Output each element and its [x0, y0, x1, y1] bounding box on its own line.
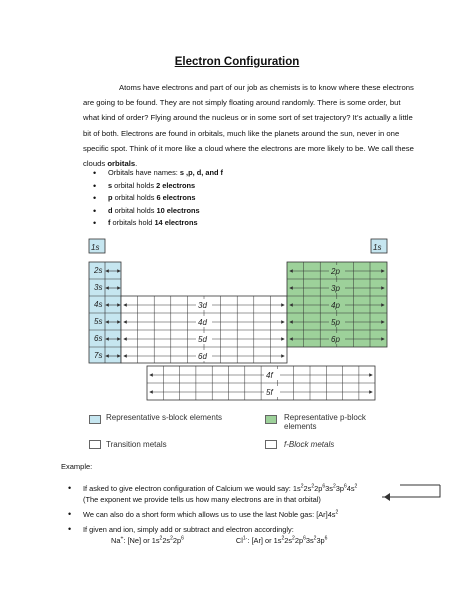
legend-label-p-block: Representative p-block elements — [284, 413, 366, 431]
list-item-bold: 2 electrons — [156, 180, 196, 190]
label-5s: 5s — [94, 317, 103, 326]
label-4f: 4f — [266, 371, 273, 380]
ion-line: • If given and ion, simply add or subtract and electron accordingly: — [61, 524, 441, 535]
label-6d: 6d — [198, 352, 207, 361]
list-item — [93, 192, 223, 205]
label-4p: 4p — [331, 301, 340, 310]
calcium-config: $1s^22s^22p^63s^23p^64s^2$ — [292, 483, 358, 493]
list-item-orbital: p — [108, 193, 113, 202]
list-item-bold: 14 electrons — [154, 218, 198, 227]
list-item-orbital: d — [108, 205, 113, 215]
legend-swatch-f-block — [265, 440, 277, 449]
page-title: Electron Configuration — [174, 56, 300, 68]
legend-swatch-p-block — [265, 415, 277, 424]
list-item-text: Orbitals have names: — [108, 168, 180, 177]
label-6p: 6p — [331, 335, 340, 344]
label-5f: 5f — [266, 388, 273, 397]
na-ion: Na — [111, 536, 121, 545]
label-3d: 3d — [198, 301, 207, 310]
example-heading: Example: — [61, 462, 93, 471]
legend-label-s-block: Representative s-block elements — [106, 413, 223, 422]
list-item-bold: 10 electrons — [156, 205, 200, 215]
label-4d: 4d — [198, 318, 207, 327]
intro-paragraph — [83, 80, 415, 171]
calcium-intro: If asked to give electron configuration of Calcium we would say: — [83, 484, 293, 493]
ion-examples: Na+: [Ne] or $1s^22s^22p^6$ $Cl^{1-}$: [Ar] or $1s^22s^22p^63s^23p^6$ — [111, 535, 328, 545]
list-item-text: orbital holds — [112, 180, 157, 190]
list-item-orbital: f — [108, 218, 111, 227]
callout-arrow — [370, 478, 444, 502]
legend-label-transition: Transition metals — [106, 440, 167, 449]
legend-label-f-block: f-Block metals — [284, 440, 335, 449]
intro-end: . — [135, 159, 138, 169]
na-config: : [Ne] or 1s — [123, 536, 160, 545]
label-2s: 2s — [94, 266, 103, 275]
list-item — [93, 217, 223, 230]
list-item-text: orbitals hold — [110, 218, 155, 227]
label-3s: 3s — [94, 283, 103, 292]
intro-text: Atoms have electrons and part of our job as chemists is to know where these electrons are going to be found. They are not simply floating around randomly. There is some order, but what kind of order? Flying around the nucleus or in some sort of set trajectory? It’s actually a little bit of both. Electrons are found in orbitals, much like the planets around the sun, never in one specific spot. Think of it more like a cloud where the electrons are more likely to be. We call these clouds — [83, 83, 414, 169]
label-5p: 5p — [331, 318, 340, 327]
label-5d: 5d — [198, 335, 207, 344]
exponent-note: (The exponent we provide tells us how many electrons are in that orbital) — [83, 495, 321, 504]
label-2p: 2p — [331, 267, 340, 276]
list-item — [93, 167, 223, 180]
intro-bold-word: orbitals — [107, 159, 136, 169]
f-block — [147, 366, 375, 400]
list-item-bold: s ,p, d, and f — [179, 168, 224, 177]
short-form-text: We can also do a short form which allows us to use the last Noble gas: [Ar]4s — [83, 510, 336, 519]
legend-swatch-s-block — [89, 415, 101, 424]
cl-config: : [Ar] or 1s — [247, 536, 282, 545]
list-item-text: orbital holds — [112, 205, 157, 215]
label-6s: 6s — [94, 334, 103, 343]
list-item — [93, 205, 223, 218]
label-3p: 3p — [331, 284, 340, 293]
orbital-list — [93, 167, 223, 230]
short-form-line: • We can also do a short form which allows us to use the last Noble gas: $[Ar]4s^2$ — [61, 509, 441, 520]
label-1s-right: 1s — [373, 243, 382, 252]
list-item-bold: 6 electrons — [156, 193, 196, 202]
label-7s: 7s — [94, 351, 103, 360]
label-1s-left: 1s — [91, 243, 100, 252]
label-4s: 4s — [94, 300, 103, 309]
s-block — [89, 262, 121, 363]
legend-swatch-transition — [89, 440, 101, 449]
list-item-text: orbital holds — [112, 193, 157, 202]
list-item-orbital: s — [108, 180, 113, 190]
list-item — [93, 180, 223, 193]
cl-ion: Cl — [235, 536, 243, 545]
